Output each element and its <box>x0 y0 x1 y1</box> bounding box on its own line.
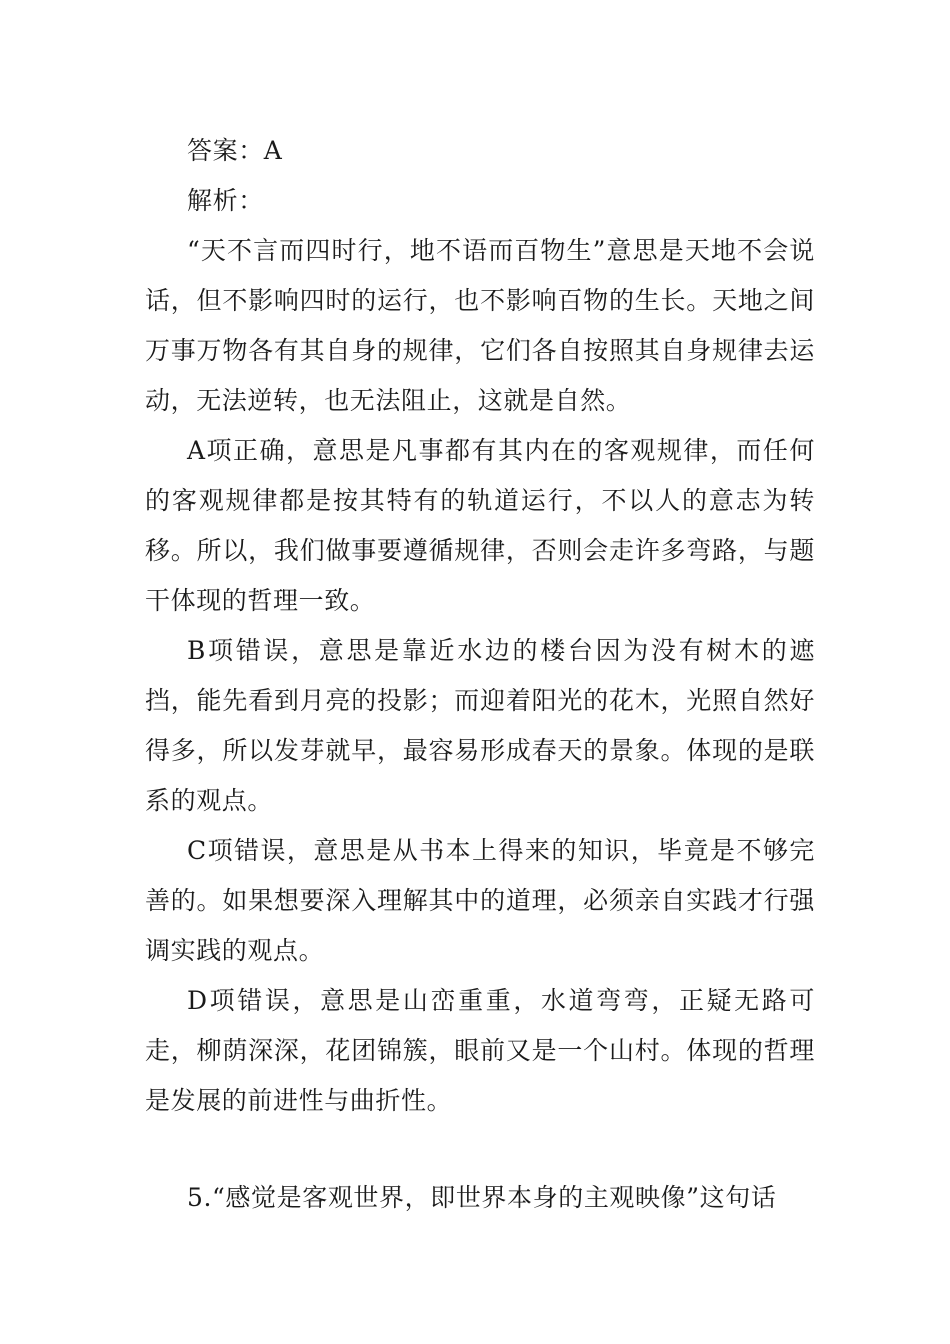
next-question: 5.“感觉是客观世界，即世界本身的主观映像”这句话 <box>187 1183 777 1212</box>
option-a-paragraph: A项正确，意思是凡事都有其内在的客观规律，而任何的客观规律都是按其特有的轨道运行，不以人的意志为转移。所以，我们做事要遵循规律，否则会走许多弯路，与题干体现的哲理一致。 <box>145 436 815 615</box>
spacer <box>145 1126 815 1173</box>
answer-line: 答案：A <box>187 136 283 165</box>
option-d-paragraph: D项错误，意思是山峦重重，水道弯弯，正疑无路可走，柳荫深深，花团锦簇，眼前又是一个山村。体现的哲理是发展的前进性与曲折性。 <box>145 986 815 1115</box>
document-page <box>145 126 815 1223</box>
analysis-label: 解析： <box>187 186 264 215</box>
intro-paragraph: “天不言而四时行，地不语而百物生”意思是天地不会说话，但不影响四时的运行，也不影响百物的生长。天地之间万事万物各有其自身的规律，它们各自按照其自身规律去运动，无法逆转，也无法阻止，这就是自然。 <box>145 236 815 415</box>
option-b-paragraph: B项错误，意思是靠近水边的楼台因为没有树木的遮挡，能先看到月亮的投影；而迎着阳光的花木，光照自然好得多，所以发芽就早，最容易形成春天的景象。体现的是联系的观点。 <box>145 636 815 815</box>
option-c-paragraph: C项错误，意思是从书本上得来的知识，毕竟是不够完善的。如果想要深入理解其中的道理，必须亲自实践才行强调实践的观点。 <box>145 836 815 965</box>
